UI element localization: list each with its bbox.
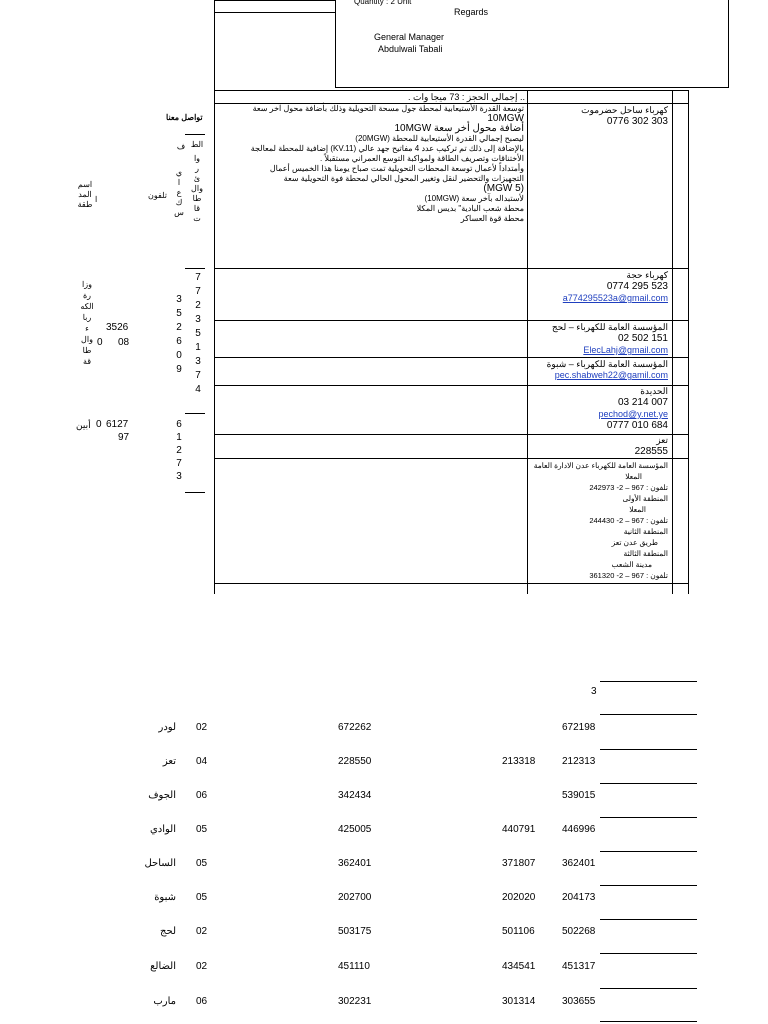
glyph: وال [191, 184, 203, 193]
glyph: طا [82, 346, 92, 355]
contact-line: المعلا [629, 505, 646, 514]
letter-box [335, 0, 729, 88]
abyan-label: أبين [76, 420, 91, 430]
glyph: ء [85, 324, 89, 333]
glyph: ا [95, 195, 98, 204]
digit: 1 [195, 342, 201, 353]
table-rule [214, 357, 688, 358]
table-cell-name: الضالع [150, 961, 176, 972]
table-cell-a: 302231 [338, 996, 372, 1007]
contact-phone: 303 302 0776 [606, 116, 668, 127]
contact-email-link[interactable]: a774295523a@gmail.com [562, 293, 668, 303]
desc-line: 10MGW [487, 113, 524, 124]
table-cell-a: 202700 [338, 892, 372, 903]
table-rule [600, 885, 697, 886]
digit: 6 [176, 336, 182, 347]
contact-name: المؤسسة العامة للكهرباء – لحج [551, 322, 668, 332]
signer-title: General Manager [374, 32, 445, 42]
table-cell-b: 371807 [502, 858, 536, 869]
contact-line: المنطقة الأولى [622, 494, 668, 503]
contact-email-link[interactable]: pec.shabweh22@gamil.com [554, 370, 668, 380]
table-cell-a: 451110 [338, 961, 370, 972]
digit: 2 [176, 322, 182, 333]
glyph: ر [195, 164, 199, 173]
desc-line: محطة شعب البادية" بديس المكلا [416, 204, 524, 213]
row-3-contact [530, 322, 668, 356]
table-cell-b: 440791 [502, 824, 536, 835]
table-rule [214, 268, 688, 269]
table-cell-name: شبوة [154, 892, 176, 903]
digit: 3 [195, 314, 201, 325]
glyph: ا [177, 178, 181, 187]
digit: 4 [195, 384, 201, 395]
table-cell-c: 672198 [562, 722, 596, 733]
table-cell-b: 501106 [502, 926, 535, 937]
table-cell-a: 362401 [338, 858, 372, 869]
glyph: قا [193, 204, 201, 213]
table-cell-code: 04 [196, 756, 208, 767]
contact-name: الحديدة [640, 386, 668, 396]
glyph: ت [193, 214, 201, 223]
table-rule [600, 817, 697, 818]
table-rule [600, 988, 697, 989]
contact-name: تعز [656, 435, 668, 445]
glyph: ي [175, 168, 183, 177]
digit: 6 [176, 419, 182, 430]
digit: 9 [176, 364, 182, 375]
contact-name: كهرباء ساحل حضرموت [581, 105, 668, 115]
contact-phone-2: 684 010 0777 [606, 420, 668, 431]
table-rule [600, 953, 697, 954]
contact-name: المؤسسة العامة للكهرباء – شبوة [546, 359, 668, 369]
table-cell-name: لودر [158, 722, 176, 733]
table-rule [214, 583, 688, 584]
table-divider [672, 90, 673, 594]
row-2-contact [530, 270, 668, 304]
glyph: ع [176, 188, 182, 197]
vertical-label-column-3 [174, 142, 188, 152]
table-cell-name: مارب [153, 996, 176, 1007]
table-cell-a: 425005 [338, 824, 372, 835]
table-rule [600, 714, 697, 715]
glyph: ك [175, 198, 183, 207]
table-cell-b: 213318 [502, 756, 536, 767]
glyph: الط [190, 140, 204, 149]
table-cell-name: الساحل [144, 858, 176, 869]
ministry-number-a: 3526 [106, 322, 129, 333]
column-rule [185, 268, 205, 269]
contact-email-link[interactable]: ElecLahj@gmail.com [583, 345, 668, 355]
table-cell-name: الوادي [149, 824, 176, 835]
desc-line: توسعة القدرة الأستيعابية لمحطة جول مسحة التحويلية وذلك بأضافة محول آخر سعة [252, 104, 524, 113]
table-cell-code: 02 [196, 722, 208, 733]
ministry-number-c: 0 [97, 337, 103, 348]
digit-column-2 [193, 272, 203, 396]
abyan-number-a: 6127 [106, 419, 129, 430]
glyph: طا [192, 194, 202, 203]
table-border-right [688, 90, 689, 594]
table-cell-code: 06 [196, 996, 208, 1007]
table-rule [214, 12, 335, 13]
digit: 1 [176, 432, 182, 443]
table-cell-code: 06 [196, 790, 208, 801]
table-cell-c: 303655 [562, 996, 596, 1007]
table-cell-c: 362401 [562, 858, 596, 869]
desc-line: بالإضافة إلى ذلك تم تركيب عدد 4 مفاتيح جهد عالي (KV.11) إضافية للمحطة لمعالجة [250, 144, 524, 153]
desc-line: وأمتداداً لأعمال توسعة المحطات التحويلية تمت صباح يومنا هذا الخميس أعمال [269, 164, 524, 173]
table-cell-code: 02 [196, 926, 208, 937]
glyph: س [174, 208, 184, 217]
table-cell-c: 212313 [562, 756, 596, 767]
glyph: الكه [80, 302, 94, 311]
total-reservation: .. إجمالي الحجز : 73 ميجا وات . [407, 92, 525, 102]
desc-line: لأستبداله بآخر سعة (10MGW) [424, 194, 524, 203]
row-1-contact [530, 105, 668, 128]
glyph: وال [81, 335, 93, 344]
contact-line: المنطقة الثالثة [623, 549, 668, 558]
table-rule [600, 851, 697, 852]
table-cell-name: تعز [162, 756, 176, 767]
digit: 2 [176, 445, 182, 456]
table-rule [600, 681, 697, 682]
contact-phone: 007 214 03 [617, 397, 668, 408]
table-cell-a: 228550 [338, 756, 372, 767]
row-6-contact [530, 435, 668, 458]
contact-phone: 523 295 0774 [606, 281, 668, 292]
column-rule [185, 492, 205, 493]
digit: 2 [195, 300, 201, 311]
digit: 5 [195, 328, 201, 339]
contact-email-link[interactable]: pechod@y.net.ye [598, 409, 668, 419]
table-cell-code: 05 [196, 892, 208, 903]
table-cell-c: 539015 [562, 790, 596, 801]
quantity-line: Quantity : 2 Unit [354, 0, 412, 6]
digit: 3 [195, 356, 201, 367]
glyph: المد [78, 190, 92, 199]
digit: 7 [176, 458, 182, 469]
contact-line: مدينة الشعب [611, 560, 652, 569]
glyph: ربا [82, 313, 92, 322]
table-cell-a: 672262 [338, 722, 372, 733]
table-cell-c: 446996 [562, 824, 596, 835]
row-4-contact [530, 359, 668, 381]
contact-us-header: تواصل معنا [166, 113, 203, 122]
glyph: ئ [193, 174, 201, 183]
digit-column-1 [174, 294, 184, 376]
signer-name: Abdulwali Tabali [378, 44, 443, 54]
table-cell-c: 204173 [562, 892, 596, 903]
desc-line: أضافة محول أخر سعة 10MGW [394, 123, 524, 134]
table-rule [600, 919, 697, 920]
digit: 7 [195, 370, 201, 381]
digit: 7 [195, 272, 201, 283]
contact-line: المؤسسة العامة للكهرباء عدن الادارة العامة [533, 461, 668, 470]
contact-phone: 228555 [634, 446, 668, 457]
contact-phone: 151 502 02 [617, 333, 668, 344]
page-number: 3 [591, 686, 597, 697]
contact-line: المنطقة الثانية [623, 527, 668, 536]
glyph: قة [82, 357, 92, 366]
table-rule [214, 320, 688, 321]
table-cell-c: 502268 [562, 926, 596, 937]
abyan-number-b: 97 [118, 432, 130, 443]
table-cell-code: 02 [196, 961, 208, 972]
contact-name: كهرباء حجة [626, 270, 668, 280]
contact-line: المعلا [625, 472, 642, 481]
vertical-label-column-2 [172, 168, 186, 218]
contact-line: تلفون : 967 – 2- 244430 [589, 516, 668, 525]
abyan-number-c: 0 [96, 419, 102, 430]
table-cell-name: لحج [160, 926, 176, 937]
table-cell-b: 301314 [502, 996, 536, 1007]
table-rule [214, 0, 335, 1]
digit: 3 [176, 471, 182, 482]
contact-line: تلفون : 967 – 2- 242973 [589, 483, 668, 492]
vertical-label-column [190, 140, 204, 224]
column-rule [185, 134, 205, 135]
desc-line: التجهيزات والتحضير لنقل وتغيير المحول الحالي لمحطة فوة التحويلية سعة [283, 174, 524, 183]
table-rule [600, 749, 697, 750]
table-rule [214, 90, 688, 91]
phone-column-label: تلفون [148, 191, 167, 200]
regards-text: Regards [454, 7, 489, 17]
table-cell-code: 05 [196, 824, 208, 835]
table-cell-name: الجوف [148, 790, 176, 801]
glyph: وزا [82, 280, 92, 289]
table-cell-c: 451317 [562, 961, 596, 972]
desc-line: محطة قوة العساكر [460, 214, 524, 223]
desc-line: ليصبح إجمالي القدرة الأستيعابية للمحطة (20MGW) [355, 134, 524, 143]
table-divider [527, 90, 528, 594]
row-7-contact [530, 460, 668, 581]
ministry-label [76, 280, 98, 367]
contact-line: تلفون : 967 – 2- 361320 [589, 571, 668, 580]
table-cell-b: 202020 [502, 892, 536, 903]
glyph: وا [193, 154, 201, 163]
digit: 0 [176, 350, 182, 361]
table-rule [214, 458, 688, 459]
glyph: ف [176, 142, 186, 151]
row-1-description [216, 104, 524, 224]
glyph: رة [82, 291, 92, 300]
table-cell-a: 503175 [338, 926, 372, 937]
table-rule [600, 783, 697, 784]
glyph: اسم [77, 180, 93, 189]
name-column-label [75, 180, 98, 210]
glyph: طقة [77, 200, 93, 209]
table-cell-b: 434541 [502, 961, 536, 972]
table-cell-a: 342434 [338, 790, 372, 801]
desc-line: الأختناقات وتصريف الطاقة ولمواكبة التوسع العمراني مستقبلاً . [320, 154, 524, 163]
table-rule [600, 1021, 697, 1022]
contact-line: طريق عدن تعز [611, 538, 658, 547]
digit: 3 [176, 294, 182, 305]
ministry-number-b: 08 [118, 337, 130, 348]
digit-column-3 [174, 419, 184, 483]
row-5-contact [530, 386, 668, 432]
digit: 5 [176, 308, 182, 319]
column-rule [185, 413, 205, 414]
desc-line: (MGW 5) [483, 183, 524, 194]
digit: 7 [195, 286, 201, 297]
table-cell-code: 05 [196, 858, 208, 869]
